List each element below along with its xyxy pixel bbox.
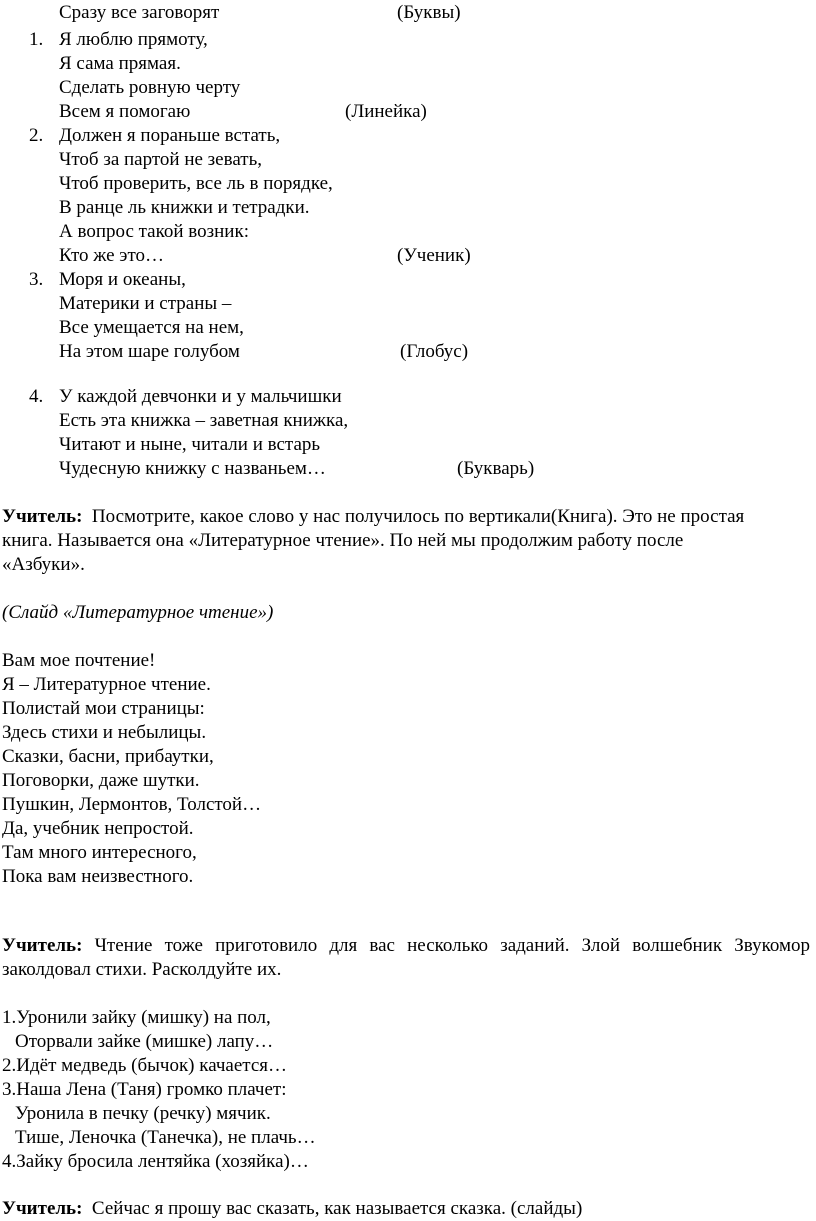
poem-line: Сказки, басни, прибаутки, (2, 746, 214, 767)
riddle-line: Должен я пораньше встать, (59, 125, 281, 146)
poem-line: Да, учебник непростой. (2, 818, 194, 839)
task-line: 3.Наша Лена (Таня) громко плачет: (2, 1079, 287, 1100)
task-line: Тише, Леночка (Танечка), не плачь… (15, 1127, 316, 1148)
teacher-paragraph-line (2, 1197, 582, 1221)
poem-line: Пушкин, Лермонтов, Толстой… (2, 794, 262, 815)
riddle-line: Сделать ровную черту (59, 77, 241, 98)
task-line: 4.Зайку бросила лентяйка (хозяйка)… (2, 1151, 309, 1172)
teacher-paragraph-line (2, 505, 814, 529)
teacher-paragraph-line: книга. Называется она «Литературное чтение». По ней мы продолжим работу после (2, 530, 684, 551)
paragraph-text: Сейчас я прошу вас сказать, как называется сказка. (слайды) (91, 1198, 583, 1219)
task-line: 1.Уронили зайку (мишку) на пол, (2, 1007, 271, 1028)
poem-line: Полистай мои страницы: (2, 698, 205, 719)
poem-line: Здесь стихи и небылицы. (2, 722, 207, 743)
riddle-number: 4. (29, 386, 44, 407)
riddle-answer: (Линейка) (345, 101, 427, 122)
riddle-answer: (Ученик) (397, 245, 471, 266)
poem-line: Поговорки, даже шутки. (2, 770, 200, 791)
riddle-line: Все умещается на нем, (59, 317, 244, 338)
riddle-line: У каждой девчонки и у мальчишки (59, 386, 342, 407)
riddle-answer: (Букварь) (457, 458, 535, 479)
teacher-paragraph-line (2, 934, 810, 958)
poem-line: Я – Литературное чтение. (2, 674, 211, 695)
riddle-answer: (Глобус) (400, 341, 469, 362)
teacher-paragraph-line: заколдовал стихи. Расколдуйте их. (2, 959, 282, 980)
task-line: 2.Идёт медведь (бычок) качается… (2, 1055, 287, 1076)
paragraph-text: Чтение тоже приготовило для вас несколько заданий. Злой волшебник Звукомор (94, 935, 810, 956)
riddle-line: Чудесную книжку с названьем… (59, 458, 326, 479)
riddle-answer: (Буквы) (397, 2, 461, 23)
riddle-line: Я люблю прямоту, (59, 29, 208, 50)
task-line: Оторвали зайке (мишке) лапу… (15, 1031, 274, 1052)
riddle-line: В ранце ль книжки и тетрадки. (59, 197, 310, 218)
speaker-label: Учитель: (2, 1198, 83, 1219)
speaker-label: Учитель: (2, 935, 83, 956)
riddle-line: Чтоб за партой не зевать, (59, 149, 262, 170)
riddle-line: Есть эта книжка – заветная книжка, (59, 410, 349, 431)
poem-line: Пока вам неизвестного. (2, 866, 194, 887)
poem-line: Там много интересного, (2, 842, 197, 863)
riddle-line: Всем я помогаю (59, 101, 191, 122)
slide-note: (Слайд «Литературное чтение») (2, 602, 274, 623)
riddles-header-line: Сразу все заговорят (59, 2, 220, 23)
riddle-line: На этом шаре голубом (59, 341, 240, 362)
riddle-line: Кто же это… (59, 245, 165, 266)
riddle-line: Чтоб проверить, все ль в порядке, (59, 173, 333, 194)
paragraph-text: Посмотрите, какое слово у нас получилось по вертикали(Книга). Это не простая (91, 506, 745, 527)
riddle-line: Материки и страны – (59, 293, 232, 314)
riddle-line: Читают и ныне, читали и встарь (59, 434, 321, 455)
riddle-number: 2. (29, 125, 44, 146)
riddle-line: А вопрос такой возник: (59, 221, 249, 242)
riddle-line: Моря и океаны, (59, 269, 186, 290)
riddle-number: 3. (29, 269, 44, 290)
task-line: Уронила в печку (речку) мячик. (15, 1103, 271, 1124)
speaker-label: Учитель: (2, 506, 83, 527)
riddle-number: 1. (29, 29, 44, 50)
poem-line: Вам мое почтение! (2, 650, 156, 671)
riddle-line: Я сама прямая. (59, 53, 181, 74)
teacher-paragraph-line: «Азбуки». (2, 554, 85, 575)
